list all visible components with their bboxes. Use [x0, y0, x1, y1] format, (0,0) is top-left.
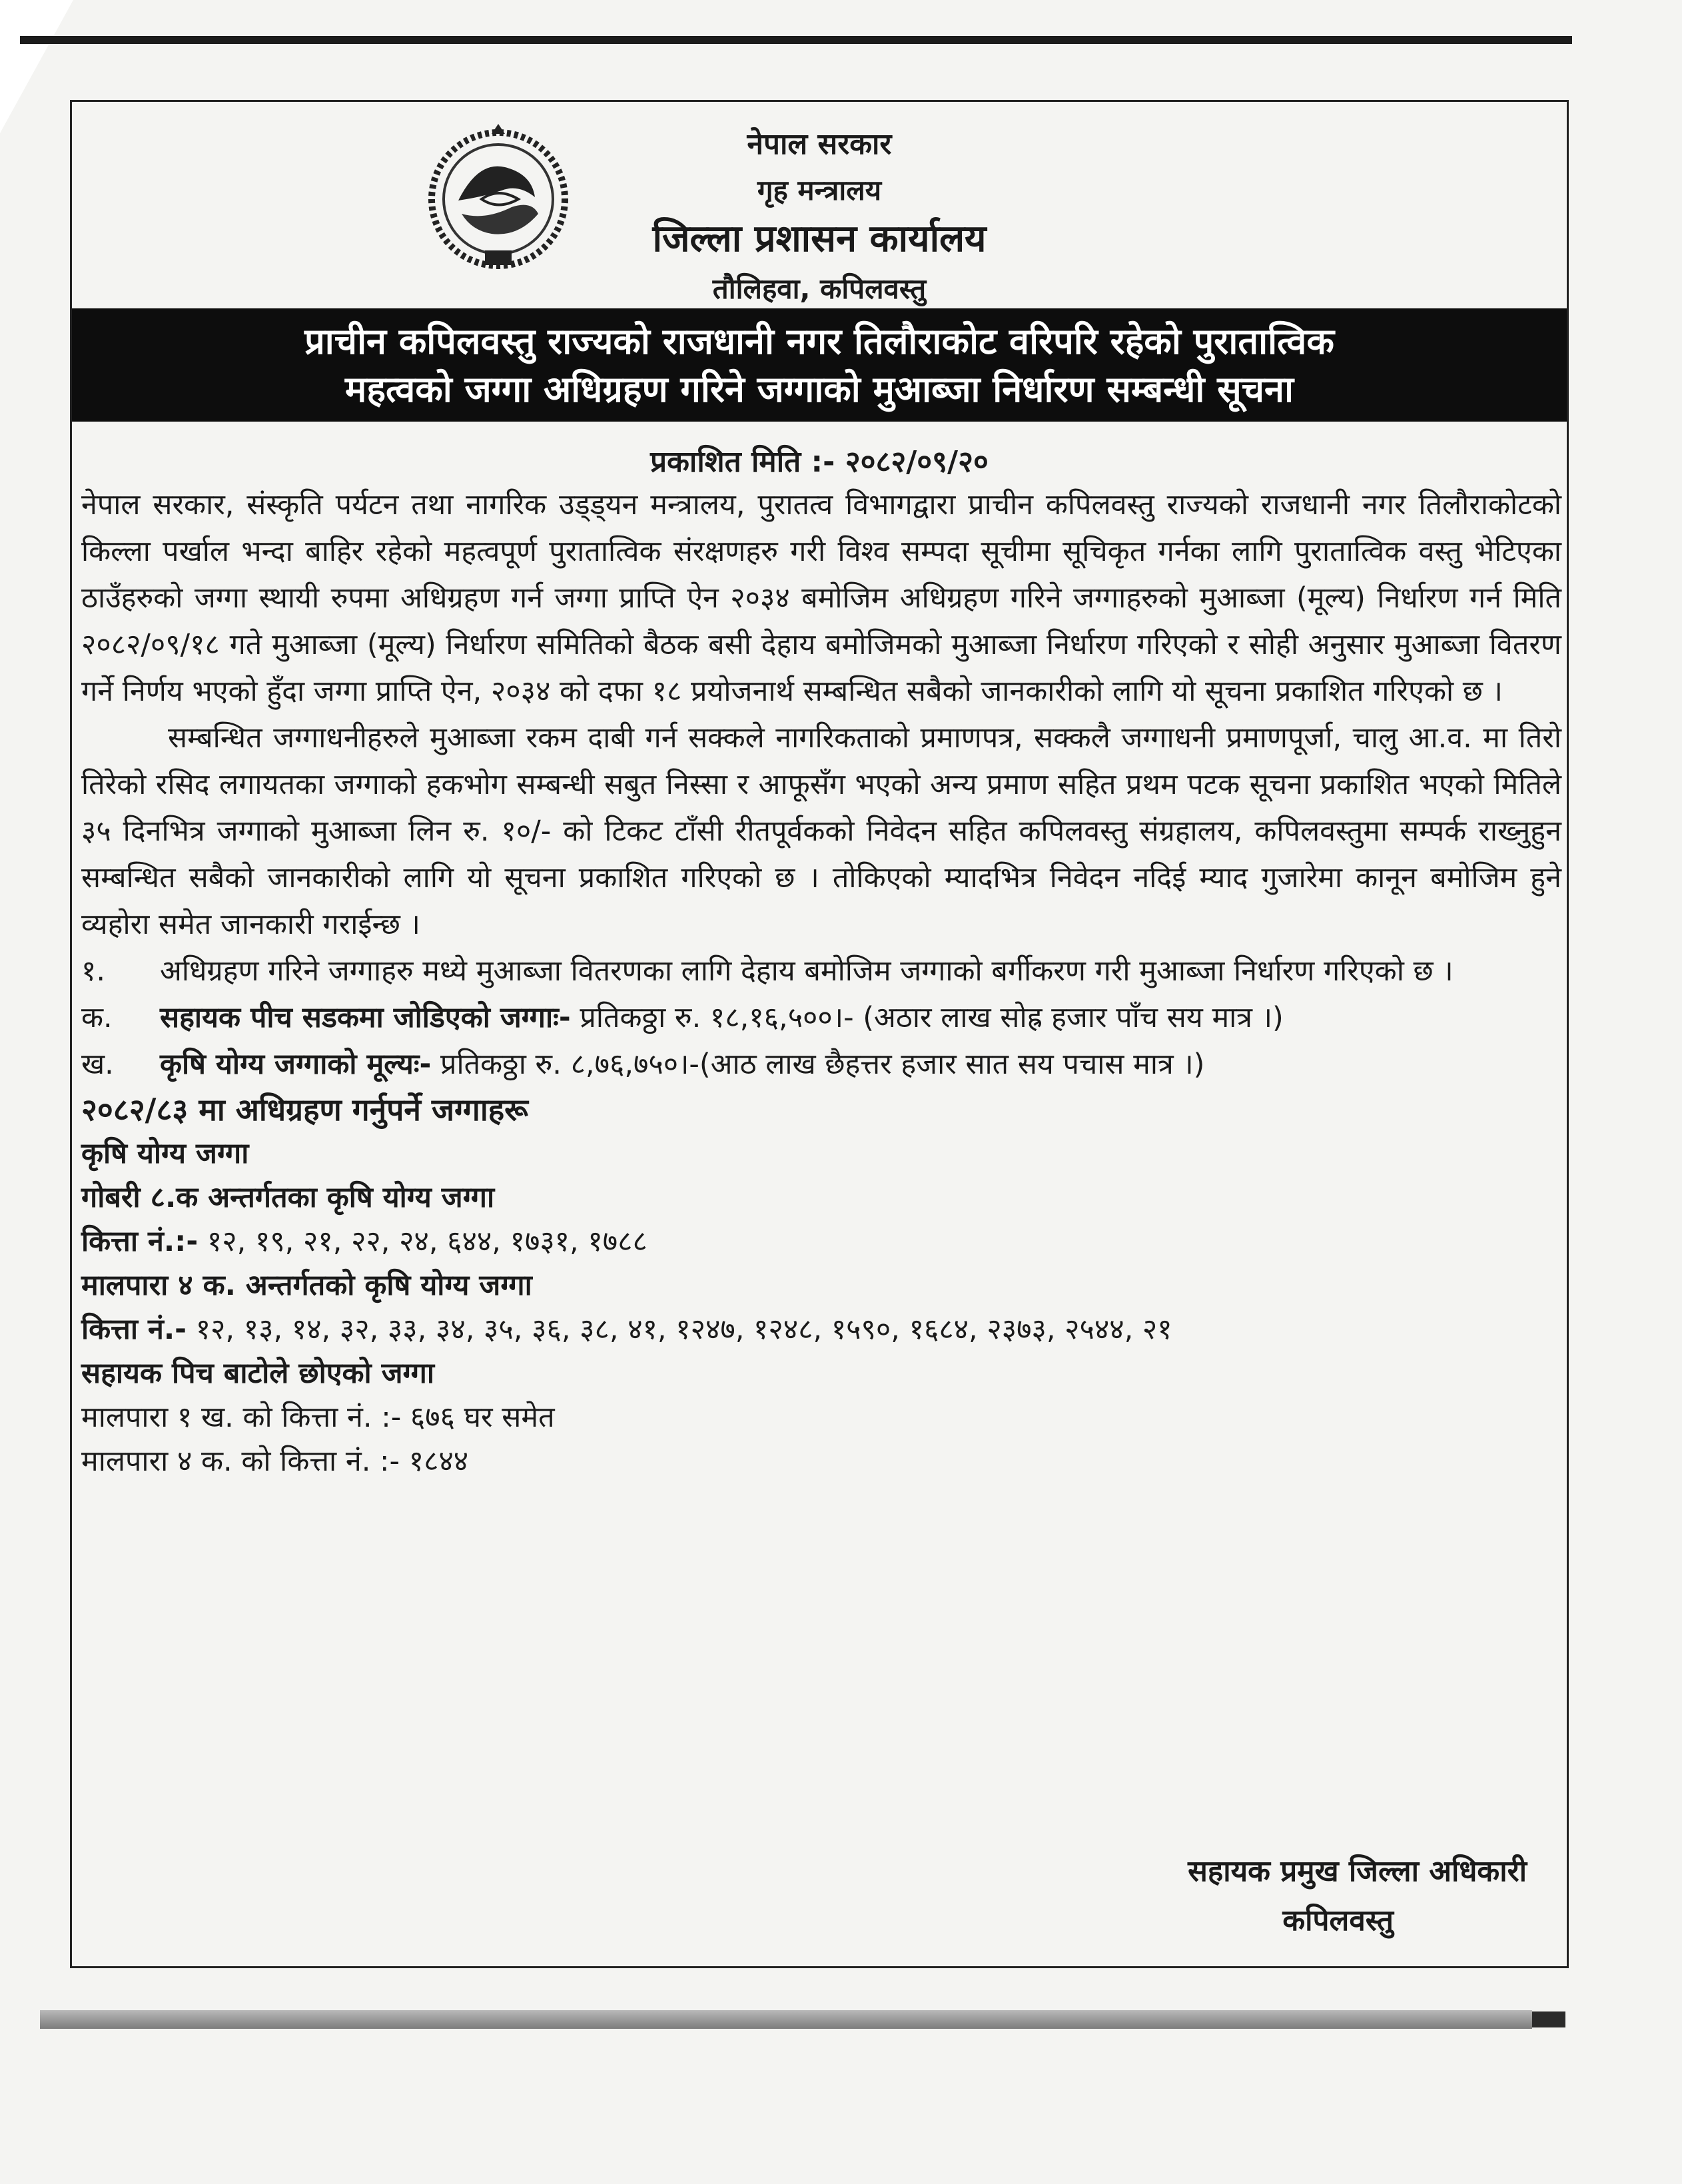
- title-line-2: महत्वको जग्गा अधिग्रहण गरिने जग्गाको मुआब्जा निर्धारण सम्बन्धी सूचना: [345, 368, 1294, 410]
- paragraph-2: सम्बन्धित जग्गाधनीहरुले मुआब्जा रकम दाबी गर्न सक्कले नागरिकताको प्रमाणपत्र, सक्कलै जग्गाधनी प्रमाणपूर्जा, चालु आ.व. मा तिरो तिरेको रसिद लगायतका जग्गाको हकभोग सम्बन्धी सबुत निस्सा र आफूसँग भएको अन्य प्रमाण सहित प्रथम पटक सूचना प्रकाशित भएको मितिले ३५ दिनभित्र जग्गाको मुआब्जा लिन रु. १०/- को टिकट टाँसी रीतपूर्वकको निवेदन सहित कपिलवस्तु संग्रहालय, कपिलवस्तुमा सम्पर्क राख्नुहुन सम्बन्धित सबैको जानकारीको लागि यो सूचना प्रकाशित गरिएको छ । तोकिएको म्यादभित्र निवेदन नदिई म्याद गुजारेमा कानून बमोजिम हुने व्यहोरा समेत जानकारी गराईन्छ ।: [81, 721, 1561, 941]
- kitta-numbers: १२, १३, १४, ३२, ३३, ३४, ३५, ३६, ३८, ४१, १२४७, १२४८, १५९०, १६८४, २३७३, २५४४, २१: [187, 1313, 1172, 1346]
- kitta-label: कित्ता नं.-: [81, 1313, 187, 1346]
- kitta-label: कित्ता नं.:-: [81, 1225, 199, 1258]
- item-text-wrap: [160, 994, 1561, 1041]
- top-border-bar: [20, 36, 1572, 44]
- kitta-line-2: [81, 1307, 1561, 1351]
- item-text-wrap: [160, 1041, 1561, 1088]
- bottom-border-bar: [40, 2010, 1532, 2029]
- signature-block: [1188, 1847, 1527, 1946]
- header-government: नेपाल सरकार: [747, 127, 892, 161]
- item-marker: १.: [81, 954, 106, 988]
- item-heading: कृषि योग्य जग्गाको मूल्यः-: [160, 1048, 432, 1081]
- folded-corner: [0, 0, 73, 133]
- header-ministry: गृह मन्त्रालय: [757, 174, 882, 206]
- lands-sub-3: मालपारा ४ क. अन्तर्गतको कृषि योग्य जग्गा: [81, 1269, 532, 1302]
- list-item: [81, 1041, 1561, 1088]
- notice-frame: [70, 100, 1569, 1968]
- item-marker: क.: [81, 1001, 113, 1034]
- list-item: [81, 994, 1561, 1041]
- lands-sub-4: सहायक पिच बाटोले छोएको जग्गा: [81, 1357, 434, 1390]
- kitta-line-1: [81, 1220, 1561, 1264]
- lands-sub-2: गोबरी ८.क अन्तर्गतका कृषि योग्य जग्गा: [81, 1181, 495, 1214]
- published-date: प्रकाशित मिति :- २०८२/०९/२०: [650, 445, 989, 479]
- title-line-1: प्राचीन कपिलवस्तु राज्यको राजधानी नगर तिलौराकोट वरिपरि रहेको पुरातात्विक: [304, 320, 1334, 362]
- bottom-border-end: [1532, 2011, 1565, 2027]
- list-item: [81, 948, 1561, 994]
- lands-heading: २०८२/८३ मा अधिग्रहण गर्नुपर्ने जग्गाहरू: [81, 1092, 528, 1128]
- signatory-district: कपिलवस्तु: [1282, 1904, 1394, 1938]
- lands-line-1: मालपारा १ ख. को कित्ता नं. :- ६७६ घर समेत: [81, 1401, 555, 1434]
- header-address: तौलिहवा, कपिलवस्तु: [712, 272, 927, 305]
- header-office: जिल्ला प्रशासन कार्यालय: [652, 217, 987, 260]
- item-marker: ख.: [81, 1048, 114, 1081]
- lands-sub-1: कृषि योग्य जग्गा: [81, 1137, 249, 1170]
- item-text: अधिग्रहण गरिने जग्गाहरु मध्ये मुआब्जा वितरणका लागि देहाय बमोजिम जग्गाको बर्गीकरण गरी मुआब्जा निर्धारण गरिएको छ ।: [160, 954, 1454, 988]
- item-text: प्रतिकठ्ठा रु. ८,७६,७५०।-(आठ लाख छैहत्तर हजार सात सय पचास मात्र ।): [431, 1048, 1205, 1081]
- item-heading: सहायक पीच सडकमा जोडिएको जग्गाः-: [160, 1001, 571, 1034]
- signatory-title: सहायक प्रमुख जिल्ला अधिकारी: [1188, 1854, 1527, 1888]
- item-text: प्रतिकठ्ठा रु. १८,१६,५००।- (अठार लाख सोह्र हजार पाँच सय मात्र ।): [570, 1001, 1284, 1034]
- notice-title-banner: [72, 308, 1567, 422]
- notice-body: [81, 482, 1561, 1483]
- letterhead: [72, 115, 1567, 308]
- paragraph-1: नेपाल सरकार, संस्कृति पर्यटन तथा नागरिक उड्ड्यन मन्त्रालय, पुरातत्व विभागद्वारा प्राचीन कपिलवस्तु राज्यको राजधानी नगर तिलौराकोटको किल्ला पर्खाल भन्दा बाहिर रहेको महत्वपूर्ण पुरातात्विक संरक्षणहरु गरी विश्व सम्पदा सूचीमा सूचिकृत गर्नका लागि पुरातात्विक वस्तु भेटिएका ठाउँहरुको जग्गा स्थायी रुपमा अधिग्रहण गर्न जग्गा प्राप्ति ऐन २०३४ बमोजिम अधिग्रहण गरिने जग्गाहरुको मुआब्जा (मूल्य) निर्धारण गर्न मिति २०८२/०९/१८ गते मुआब्जा (मूल्य) निर्धारण समितिको बैठक बसी देहाय बमोजिमको मुआब्जा निर्धारण गरिएको र सोही अनुसार मुआब्जा वितरण गर्ने निर्णय भएको हुँदा जग्गा प्राप्ति ऐन, २०३४ को दफा १८ प्रयोजनार्थ सम्बन्धित सबैको जानकारीको लागि यो सूचना प्रकाशित गरिएको छ ।: [81, 488, 1561, 708]
- lands-line-2: मालपारा ४ क. को कित्ता नं. :- १८४४: [81, 1445, 469, 1478]
- kitta-numbers: १२, १९, २१, २२, २४, ६४४, १७३१, १७८८: [198, 1225, 647, 1258]
